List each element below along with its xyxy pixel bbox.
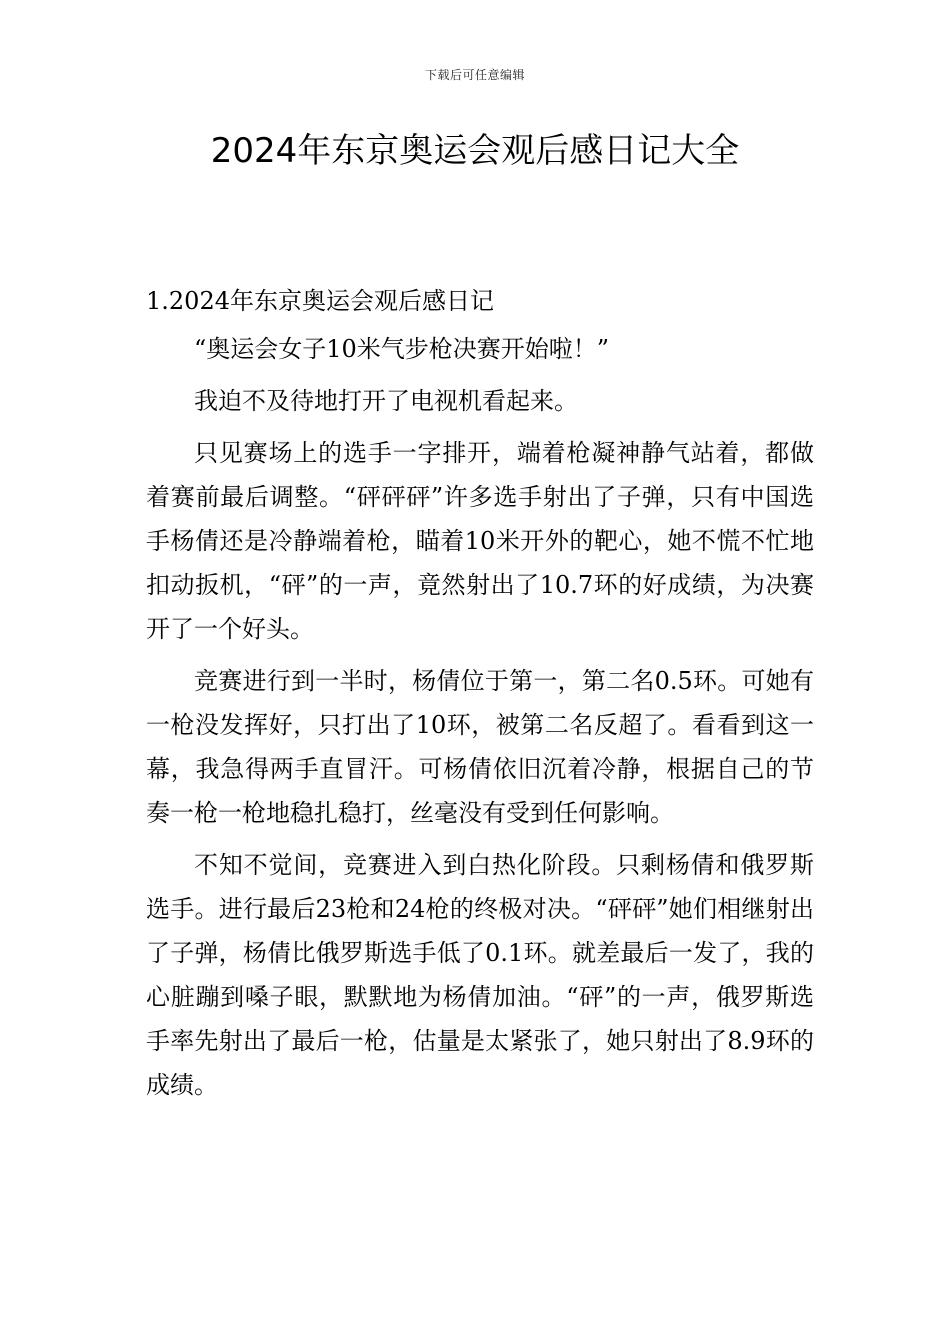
paragraph: 不知不觉间，竞赛进入到白热化阶段。只剩杨倩和俄罗斯选手。进行最后23枪和24枪的终极对决。“砰砰”她们相继射出了子弹，杨倩比俄罗斯选手低了0.1环。就差最后一发了，我的心脏蹦到嗓子眼，默默地为杨倩加油。“砰”的一声，俄罗斯选手率先射出了最后一枪，估量是太紧张了，她只射出了8.9环的成绩。: [146, 851, 814, 1099]
header-note: 下载后可任意编辑: [424, 68, 525, 82]
document-title: 2024年东京奥运会观后感日记大全: [210, 131, 740, 171]
paragraph: “奥运会女子10米气步枪决赛开始啦！”: [194, 335, 610, 363]
paragraph: 只见赛场上的选手一字排开，端着枪凝神静气站着，都做着赛前最后调整。“砰砰砰”许多选手射出了子弹，只有中国选手杨倩还是冷静端着枪，瞄着10米开外的靶心，她不慌不忙地扣动扳机，“砰”的一声，竟然射出了10.7环的好成绩，为决赛开了一个好头。: [146, 439, 814, 643]
section-heading: 1.2024年东京奥运会观后感日记: [146, 287, 494, 315]
paragraph: 我迫不及待地打开了电视机看起来。: [194, 387, 578, 415]
document-body: [146, 279, 814, 1115]
paragraph: 竞赛进行到一半时，杨倩位于第一，第二名0.5环。可她有一枪没发挥好，只打出了10环，被第二名反超了。看看到这一幕，我急得两手直冒汗。可杨倩依旧沉着冷静，根据自己的节奏一枪一枪地稳扎稳打，丝毫没有受到任何影响。: [146, 667, 814, 827]
